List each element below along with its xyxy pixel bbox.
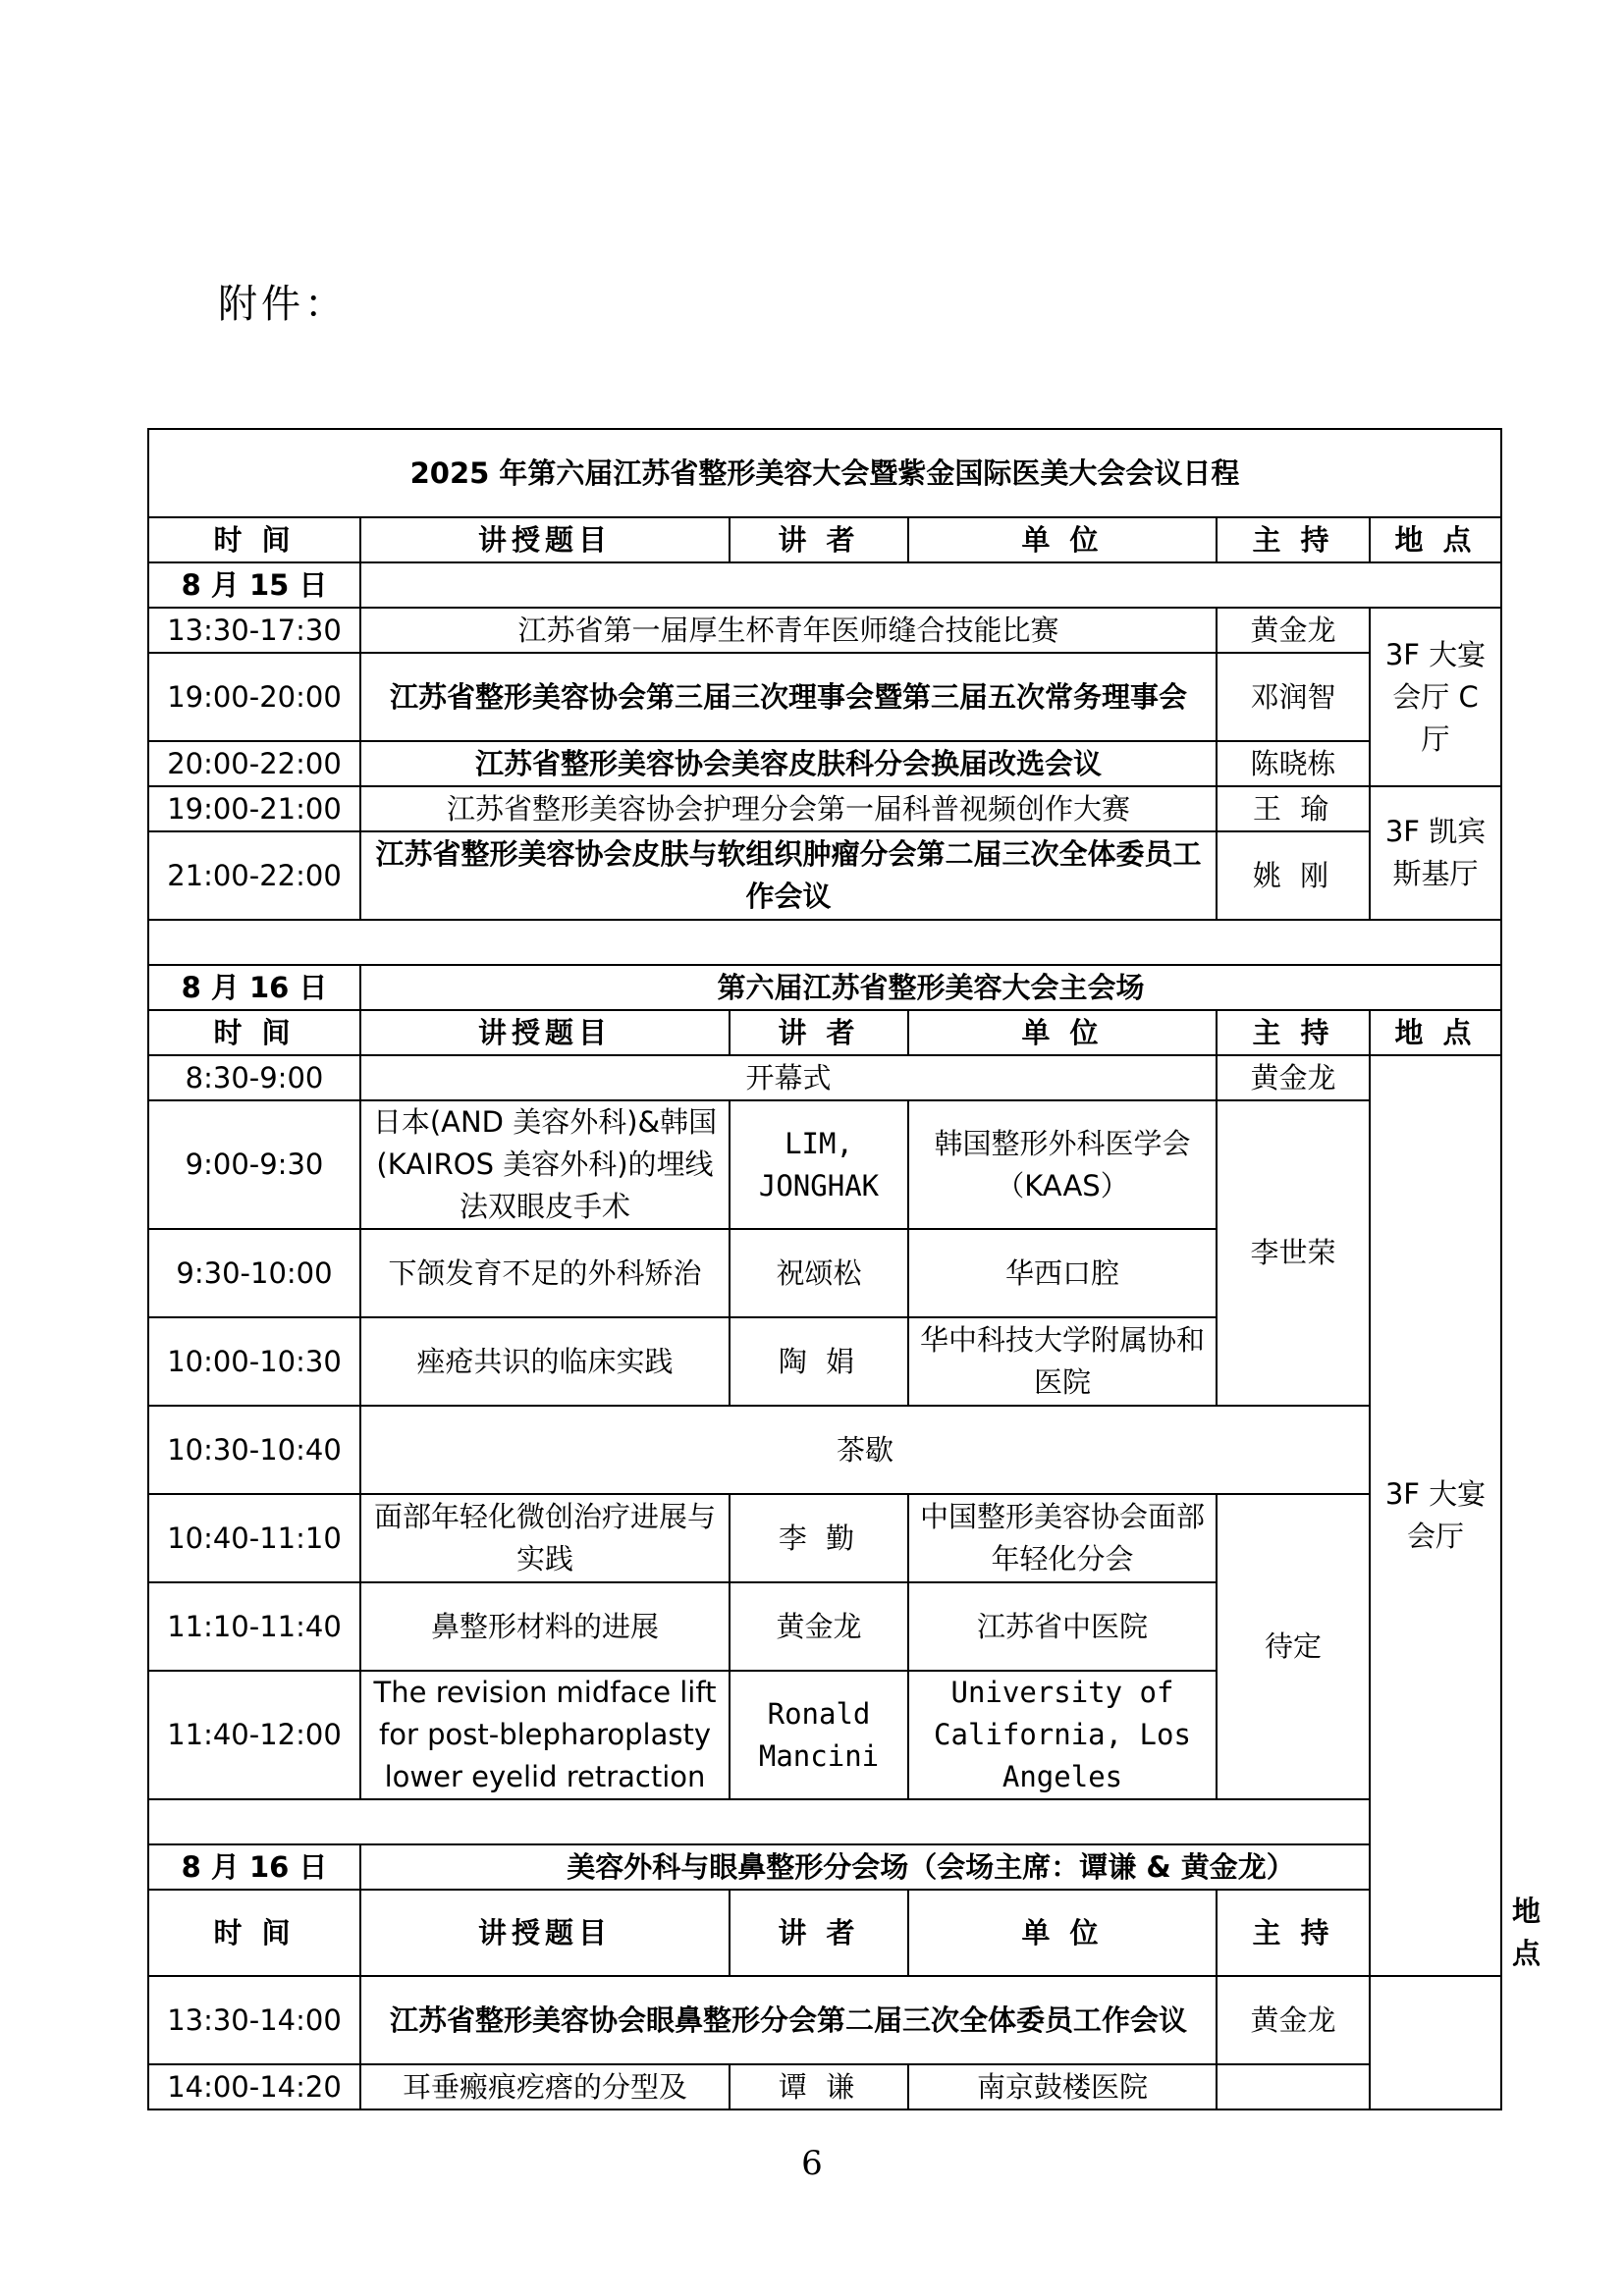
time-cell: 8:30-9:00 bbox=[148, 1055, 360, 1100]
host-cell: 待定 bbox=[1217, 1494, 1370, 1799]
header-unit: 单 位 bbox=[908, 1010, 1217, 1055]
header-time: 时 间 bbox=[148, 1890, 360, 1976]
table-row bbox=[148, 1100, 1501, 1229]
unit-cell: 华西口腔 bbox=[908, 1229, 1217, 1317]
header-speaker: 讲 者 bbox=[730, 1010, 908, 1055]
page-number: 6 bbox=[801, 2144, 823, 2183]
speaker-cell: LIM, JONGHAK bbox=[730, 1100, 908, 1229]
speaker-cell: 祝颂松 bbox=[730, 1229, 908, 1317]
header-host: 主 持 bbox=[1217, 1010, 1370, 1055]
time-cell: 11:40-12:00 bbox=[148, 1671, 360, 1799]
topic-cell: 日本(AND 美容外科)&韩国(KAIROS 美容外科)的埋线法双眼皮手术 bbox=[360, 1100, 730, 1229]
time-cell: 20:00-22:00 bbox=[148, 741, 360, 786]
speaker-cell: 黄金龙 bbox=[730, 1582, 908, 1671]
header-topic: 讲授题目 bbox=[360, 1890, 730, 1976]
time-cell: 9:30-10:00 bbox=[148, 1229, 360, 1317]
header-time: 时 间 bbox=[148, 517, 360, 562]
date-row bbox=[148, 562, 1501, 608]
table-row bbox=[148, 1406, 1501, 1494]
topic-cell: 江苏省整形美容协会第三届三次理事会暨第三届五次常务理事会 bbox=[360, 653, 1217, 741]
session-title: 美容外科与眼鼻整形分会场（会场主席：谭谦 & 黄金龙） bbox=[360, 1844, 1501, 1890]
topic-cell: 江苏省整形美容协会护理分会第一届科普视频创作大赛 bbox=[360, 786, 1217, 831]
empty-cell bbox=[360, 562, 1501, 608]
venue-cell: 3F 大宴会厅 bbox=[1370, 1055, 1501, 1976]
topic-cell: 痤疮共识的临床实践 bbox=[360, 1317, 730, 1406]
table-row bbox=[148, 1494, 1501, 1582]
topic-cell: The revision midface lift for post-blepharoplasty lower eyelid retraction bbox=[360, 1671, 730, 1799]
header-topic: 讲授题目 bbox=[360, 517, 730, 562]
table-row bbox=[148, 653, 1501, 741]
venue-cell bbox=[1370, 1976, 1501, 2109]
table-title: 2025 年第六届江苏省整形美容大会暨紫金国际医美大会会议日程 bbox=[148, 429, 1501, 517]
topic-cell: 开幕式 bbox=[360, 1055, 1217, 1100]
table-row bbox=[148, 831, 1501, 920]
time-cell: 21:00-22:00 bbox=[148, 831, 360, 920]
time-cell: 13:30-17:30 bbox=[148, 608, 360, 653]
table-row bbox=[148, 2064, 1501, 2109]
time-cell: 11:10-11:40 bbox=[148, 1582, 360, 1671]
header-time: 时 间 bbox=[148, 1010, 360, 1055]
venue-cell: 3F 凯宾斯基厅 bbox=[1370, 786, 1501, 920]
topic-cell: 江苏省整形美容协会眼鼻整形分会第二届三次全体委员工作会议 bbox=[360, 1976, 1217, 2064]
time-cell: 9:00-9:30 bbox=[148, 1100, 360, 1229]
date-row bbox=[148, 965, 1501, 1010]
date-cell: 8 月 16 日 bbox=[148, 965, 360, 1010]
date-cell: 8 月 16 日 bbox=[148, 1844, 360, 1890]
header-speaker: 讲 者 bbox=[730, 1890, 908, 1976]
speaker-cell: 谭 谦 bbox=[730, 2064, 908, 2109]
topic-cell: 茶歇 bbox=[360, 1406, 1370, 1494]
empty-cell bbox=[148, 920, 1501, 965]
header-row bbox=[148, 517, 1501, 562]
speaker-cell: Ronald Mancini bbox=[730, 1671, 908, 1799]
table-row bbox=[148, 741, 1501, 786]
time-cell: 10:40-11:10 bbox=[148, 1494, 360, 1582]
header-topic: 讲授题目 bbox=[360, 1010, 730, 1055]
speaker-cell: 陶 娟 bbox=[730, 1317, 908, 1406]
time-cell: 14:00-14:20 bbox=[148, 2064, 360, 2109]
unit-cell: 华中科技大学附属协和医院 bbox=[908, 1317, 1217, 1406]
header-row bbox=[148, 1010, 1501, 1055]
unit-cell: 中国整形美容协会面部年轻化分会 bbox=[908, 1494, 1217, 1582]
spacer-row bbox=[148, 1799, 1501, 1844]
topic-cell: 面部年轻化微创治疗进展与实践 bbox=[360, 1494, 730, 1582]
host-cell: 王 瑜 bbox=[1217, 786, 1370, 831]
header-unit: 单 位 bbox=[908, 517, 1217, 562]
table-row bbox=[148, 1055, 1501, 1100]
host-cell: 李世荣 bbox=[1217, 1100, 1370, 1406]
table-row bbox=[148, 786, 1501, 831]
time-cell: 10:30-10:40 bbox=[148, 1406, 360, 1494]
time-cell: 13:30-14:00 bbox=[148, 1976, 360, 2064]
spacer-row bbox=[148, 920, 1501, 965]
schedule-table bbox=[147, 428, 1546, 2110]
header-speaker: 讲 者 bbox=[730, 517, 908, 562]
topic-cell: 江苏省整形美容协会美容皮肤科分会换届改选会议 bbox=[360, 741, 1217, 786]
header-unit: 单 位 bbox=[908, 1890, 1217, 1976]
empty-cell bbox=[148, 1799, 1501, 1844]
unit-cell: University of California, Los Angeles bbox=[908, 1671, 1217, 1799]
header-venue: 地 点 bbox=[1370, 1010, 1501, 1055]
attachment-label: 附件： bbox=[218, 282, 348, 327]
topic-cell: 鼻整形材料的进展 bbox=[360, 1582, 730, 1671]
date-cell: 8 月 15 日 bbox=[148, 562, 360, 608]
host-cell: 黄金龙 bbox=[1217, 1976, 1370, 2064]
venue-cell: 3F 大宴会厅 C 厅 bbox=[1370, 608, 1501, 786]
session-title: 第六届江苏省整形美容大会主会场 bbox=[360, 965, 1501, 1010]
host-cell: 黄金龙 bbox=[1217, 608, 1370, 653]
date-row bbox=[148, 1844, 1501, 1890]
host-cell: 黄金龙 bbox=[1217, 1055, 1370, 1100]
header-host: 主 持 bbox=[1217, 1890, 1370, 1976]
topic-cell: 耳垂瘢痕疙瘩的分型及 bbox=[360, 2064, 730, 2109]
speaker-cell: 李 勤 bbox=[730, 1494, 908, 1582]
host-cell bbox=[1217, 2064, 1370, 2109]
unit-cell: 江苏省中医院 bbox=[908, 1582, 1217, 1671]
unit-cell: 南京鼓楼医院 bbox=[908, 2064, 1217, 2109]
time-cell: 19:00-21:00 bbox=[148, 786, 360, 831]
time-cell: 19:00-20:00 bbox=[148, 653, 360, 741]
time-cell: 10:00-10:30 bbox=[148, 1317, 360, 1406]
table-row bbox=[148, 1976, 1501, 2064]
host-cell: 姚 刚 bbox=[1217, 831, 1370, 920]
topic-cell: 江苏省整形美容协会皮肤与软组织肿瘤分会第二届三次全体委员工作会议 bbox=[360, 831, 1217, 920]
host-cell: 邓润智 bbox=[1217, 653, 1370, 741]
header-venue: 地 点 bbox=[1370, 517, 1501, 562]
header-row: 时 间 讲授题目 讲 者 单 位 主 持 地 点 bbox=[148, 1890, 1501, 1976]
topic-cell: 下颌发育不足的外科矫治 bbox=[360, 1229, 730, 1317]
header-host: 主 持 bbox=[1217, 517, 1370, 562]
host-cell: 陈晓栋 bbox=[1217, 741, 1370, 786]
unit-cell: 韩国整形外科医学会（KAAS） bbox=[908, 1100, 1217, 1229]
table-row bbox=[148, 608, 1501, 653]
topic-cell: 江苏省第一届厚生杯青年医师缝合技能比赛 bbox=[360, 608, 1217, 653]
